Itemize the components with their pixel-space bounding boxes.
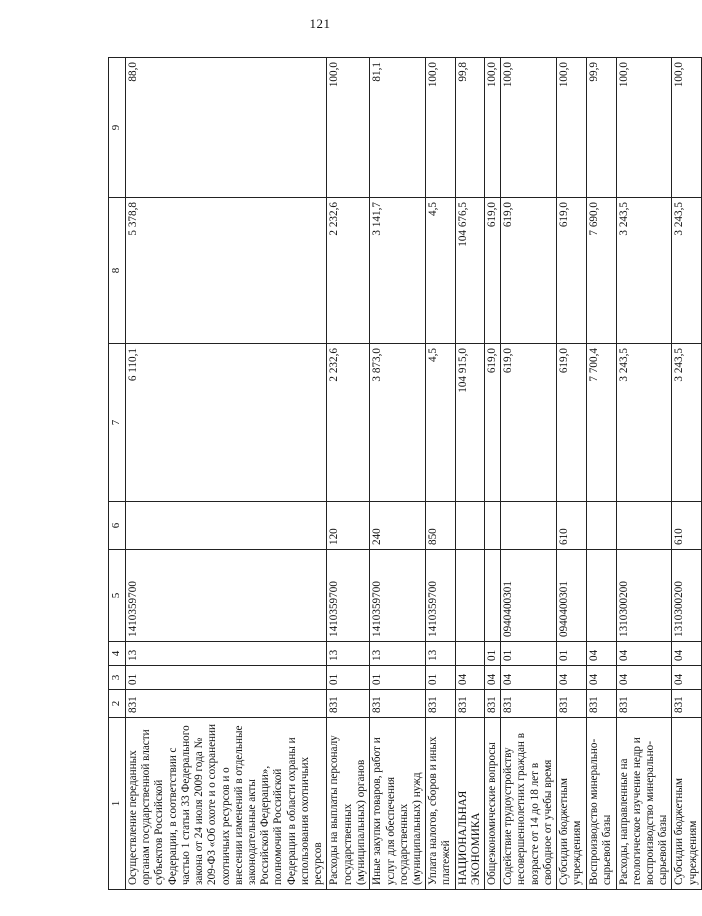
table-header-row — [109, 58, 126, 890]
table-row — [327, 58, 370, 890]
code-cell: 831 — [426, 690, 455, 718]
target-article-cell: 1410359700 — [126, 550, 327, 642]
expense-type-cell — [586, 502, 616, 550]
expense-type-cell: 120 — [327, 502, 370, 550]
percent-cell: 99,9 — [586, 58, 616, 198]
code-cell: 831 — [557, 690, 586, 718]
expense-type-cell — [616, 502, 672, 550]
table-row — [126, 58, 327, 890]
expense-type-cell — [485, 502, 501, 550]
item-name-cell: Осуществление переданных органам государственной власти субъектов Российской Федерации, в соответствии с частью 1 статьи 33 Федерального закона от 24 июля 2009 года № 209-ФЗ «Об охоте и о сохранении охотничьих ресурсов и о внесении изменений в отдельные законодательные акты Российской Федерации», полномочий Российской Федерации в области охраны и использования охотничьих ресурсов — [126, 718, 327, 890]
rotated-table-inner — [108, 58, 699, 890]
item-name-cell: НАЦИОНАЛЬНАЯ ЭКОНОМИКА — [455, 718, 484, 890]
section-cell: 04 — [501, 666, 557, 690]
header-cell: 8 — [109, 198, 126, 344]
subsection-cell: 01 — [501, 642, 557, 666]
expense-type-cell: 240 — [370, 502, 426, 550]
target-article-cell: 1410359700 — [370, 550, 426, 642]
plan-amount-cell: 4,5 — [426, 344, 455, 502]
subsection-cell: 01 — [485, 642, 501, 666]
percent-cell: 81,1 — [370, 58, 426, 198]
item-name-cell: Воспроизводство минерально-сырьевой базы — [586, 718, 616, 890]
subsection-cell: 13 — [370, 642, 426, 666]
plan-amount-cell: 3 243,5 — [616, 344, 672, 502]
item-name-cell: Субсидии бюджетным учреждениям — [672, 718, 701, 890]
target-article-cell: 1410359700 — [327, 550, 370, 642]
actual-amount-cell: 3 243,5 — [672, 198, 701, 344]
subsection-cell: 04 — [616, 642, 672, 666]
actual-amount-cell: 619,0 — [485, 198, 501, 344]
plan-amount-cell: 104 915,0 — [455, 344, 484, 502]
table-row — [501, 58, 557, 890]
target-article-cell: 0940400301 — [557, 550, 586, 642]
actual-amount-cell: 5 378,8 — [126, 198, 327, 344]
subsection-cell: 13 — [426, 642, 455, 666]
page-number: 121 — [309, 16, 331, 31]
actual-amount-cell: 7 690,0 — [586, 198, 616, 344]
percent-cell: 100,0 — [501, 58, 557, 198]
section-cell: 04 — [455, 666, 484, 690]
subsection-cell — [455, 642, 484, 666]
plan-amount-cell: 619,0 — [485, 344, 501, 502]
expense-type-cell: 610 — [672, 502, 701, 550]
rotated-table-area — [108, 58, 699, 890]
table-row — [672, 58, 701, 890]
code-cell: 831 — [455, 690, 484, 718]
actual-amount-cell: 104 676,5 — [455, 198, 484, 344]
expense-type-cell: 850 — [426, 502, 455, 550]
percent-cell: 100,0 — [672, 58, 701, 198]
actual-amount-cell: 2 232,6 — [327, 198, 370, 344]
header-cell: 1 — [109, 718, 126, 890]
percent-cell: 100,0 — [557, 58, 586, 198]
expense-type-cell — [455, 502, 484, 550]
table-row — [557, 58, 586, 890]
target-article-cell — [485, 550, 501, 642]
expense-type-cell — [126, 502, 327, 550]
table-row — [616, 58, 672, 890]
target-article-cell: 0940400301 — [501, 550, 557, 642]
percent-cell: 100,0 — [426, 58, 455, 198]
target-article-cell: 1310300200 — [616, 550, 672, 642]
actual-amount-cell: 3 141,7 — [370, 198, 426, 344]
percent-cell: 100,0 — [327, 58, 370, 198]
plan-amount-cell: 3 243,5 — [672, 344, 701, 502]
target-article-cell: 1410359700 — [426, 550, 455, 642]
actual-amount-cell: 619,0 — [557, 198, 586, 344]
code-cell: 831 — [327, 690, 370, 718]
percent-cell: 88,0 — [126, 58, 327, 198]
plan-amount-cell: 619,0 — [501, 344, 557, 502]
code-cell: 831 — [485, 690, 501, 718]
section-cell: 01 — [327, 666, 370, 690]
table-row — [455, 58, 484, 890]
percent-cell: 100,0 — [485, 58, 501, 198]
table-row — [426, 58, 455, 890]
header-cell: 7 — [109, 344, 126, 502]
item-name-cell: Расходы, направленные на геологическое изучение недр и воспроизводство минерально-сырьевой базы — [616, 718, 672, 890]
section-cell: 04 — [557, 666, 586, 690]
section-cell: 01 — [370, 666, 426, 690]
expense-type-cell — [501, 502, 557, 550]
plan-amount-cell: 7 700,4 — [586, 344, 616, 502]
actual-amount-cell: 619,0 — [501, 198, 557, 344]
section-cell: 04 — [586, 666, 616, 690]
code-cell: 831 — [126, 690, 327, 718]
item-name-cell: Иные закупки товаров, работ и услуг для обеспечения государственных (муниципальных) нужд — [370, 718, 426, 890]
target-article-cell — [455, 550, 484, 642]
plan-amount-cell: 3 873,0 — [370, 344, 426, 502]
section-cell: 01 — [426, 666, 455, 690]
header-cell: 6 — [109, 502, 126, 550]
code-cell: 831 — [370, 690, 426, 718]
plan-amount-cell: 2 232,6 — [327, 344, 370, 502]
code-cell: 831 — [501, 690, 557, 718]
actual-amount-cell: 3 243,5 — [616, 198, 672, 344]
table-row — [485, 58, 501, 890]
plan-amount-cell: 6 110,1 — [126, 344, 327, 502]
item-name-cell: Содействие трудоустройству несовершеннолетних граждан в возрасте от 14 до 18 лет в свободное от учебы время — [501, 718, 557, 890]
subsection-cell: 04 — [586, 642, 616, 666]
percent-cell: 99,8 — [455, 58, 484, 198]
subsection-cell: 13 — [126, 642, 327, 666]
actual-amount-cell: 4,5 — [426, 198, 455, 344]
section-cell: 01 — [126, 666, 327, 690]
percent-cell: 100,0 — [616, 58, 672, 198]
target-article-cell — [586, 550, 616, 642]
header-cell: 4 — [109, 642, 126, 666]
header-cell: 3 — [109, 666, 126, 690]
code-cell: 831 — [586, 690, 616, 718]
budget-table — [108, 57, 702, 890]
code-cell: 831 — [616, 690, 672, 718]
item-name-cell: Расходы на выплаты персоналу государственных (муниципальных) органов — [327, 718, 370, 890]
item-name-cell: Субсидии бюджетным учреждениям — [557, 718, 586, 890]
section-cell: 04 — [672, 666, 701, 690]
header-cell: 2 — [109, 690, 126, 718]
code-cell: 831 — [672, 690, 701, 718]
plan-amount-cell: 619,0 — [557, 344, 586, 502]
item-name-cell: Общеэкономические вопросы — [485, 718, 501, 890]
subsection-cell: 13 — [327, 642, 370, 666]
section-cell: 04 — [485, 666, 501, 690]
expense-type-cell: 610 — [557, 502, 586, 550]
section-cell: 04 — [616, 666, 672, 690]
header-cell: 5 — [109, 550, 126, 642]
table-row — [586, 58, 616, 890]
subsection-cell: 01 — [557, 642, 586, 666]
item-name-cell: Уплата налогов, сборов и иных платежей — [426, 718, 455, 890]
target-article-cell: 1310300200 — [672, 550, 701, 642]
subsection-cell: 04 — [672, 642, 701, 666]
header-cell: 9 — [109, 58, 126, 198]
table-row — [370, 58, 426, 890]
